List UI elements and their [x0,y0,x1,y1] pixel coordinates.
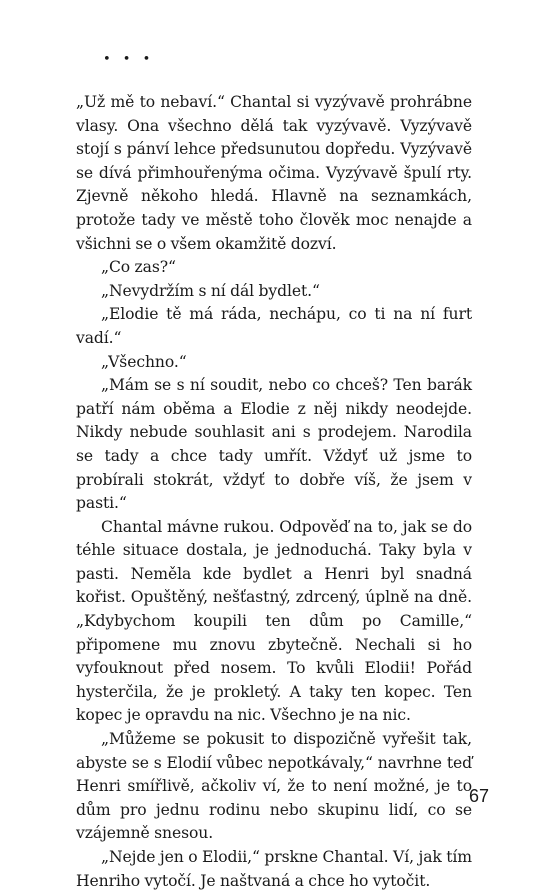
paragraph-2: „Co zas?“ [101,258,176,277]
paragraph-8: „Můžeme se pokusit to dispozičně vyřešit tak, abyste se s Elodií vůbec nepotkávaly,“ navrhne teď Henri smířlivě, ačkoliv ví, že to není možné, je to dům pro jednu rodinu nebo skupinu lidí, co se vzájemně snesou. [76,730,472,843]
paragraph-5: „Všechno.“ [101,352,187,371]
section-ornament: • • • [103,52,155,67]
paragraph-7: Chantal mávne rukou. Odpověď na to, jak se do téhle situace dostala, je jednoduchá. Taky byla v pasti. Neměla kde bydlet a Henri byl snadná kořist. Opuštěný, nešťastný, zdrcený, úplně na dně. „Kdybychom koupili ten dům po Camille,“ připomene mu znovu zbytečně. Nechali si ho vyfouknout před nosem. To kvůli Elodii! Pořád hysterčila, že je prokletý. A taky ten kopec. Ten kopec je opravdu na nic. Všechno je na nic. [76,517,472,725]
paragraph-9: „Nejde jen o Elodii,“ prskne Chantal. Ví, jak tím Henriho vytočí. Je naštvaná a chce ho vytočit. [76,848,472,890]
paragraph-4: „Elodie tě má ráda, nechápu, co ti na ní furt vadí.“ [76,305,472,347]
paragraph-6: „Mám se s ní soudit, nebo co chceš? Ten barák patří nám oběma a Elodie z něj nikdy neodejde. Nikdy nebude souhlasit ani s prodejem. Narodila se tady a chce tady umřít. Vždyť už jsme to probírali stokrát, vždyť to dobře víš, že jsem v pasti.“ [76,376,472,513]
page-number: 67 [468,786,489,806]
paragraph-1: „Už mě to nebaví.“ Chantal si vyzývavě prohrábne vlasy. Ona všechno dělá tak vyzývavě. Vyzývavě stojí s pánví lehce předsunutou dopředu. Vyzývavě se dívá přimhouřenýma očima. Vyzývavě špulí rty. Zjevně někoho hledá. Hlavně na seznamkách, protože tady ve městě toho člověk moc nenajde a všichni se o všem okamžitě dozví. [76,93,472,253]
body-text [76,91,472,893]
paragraph-3: „Nevydržím s ní dál bydlet.“ [101,281,320,300]
